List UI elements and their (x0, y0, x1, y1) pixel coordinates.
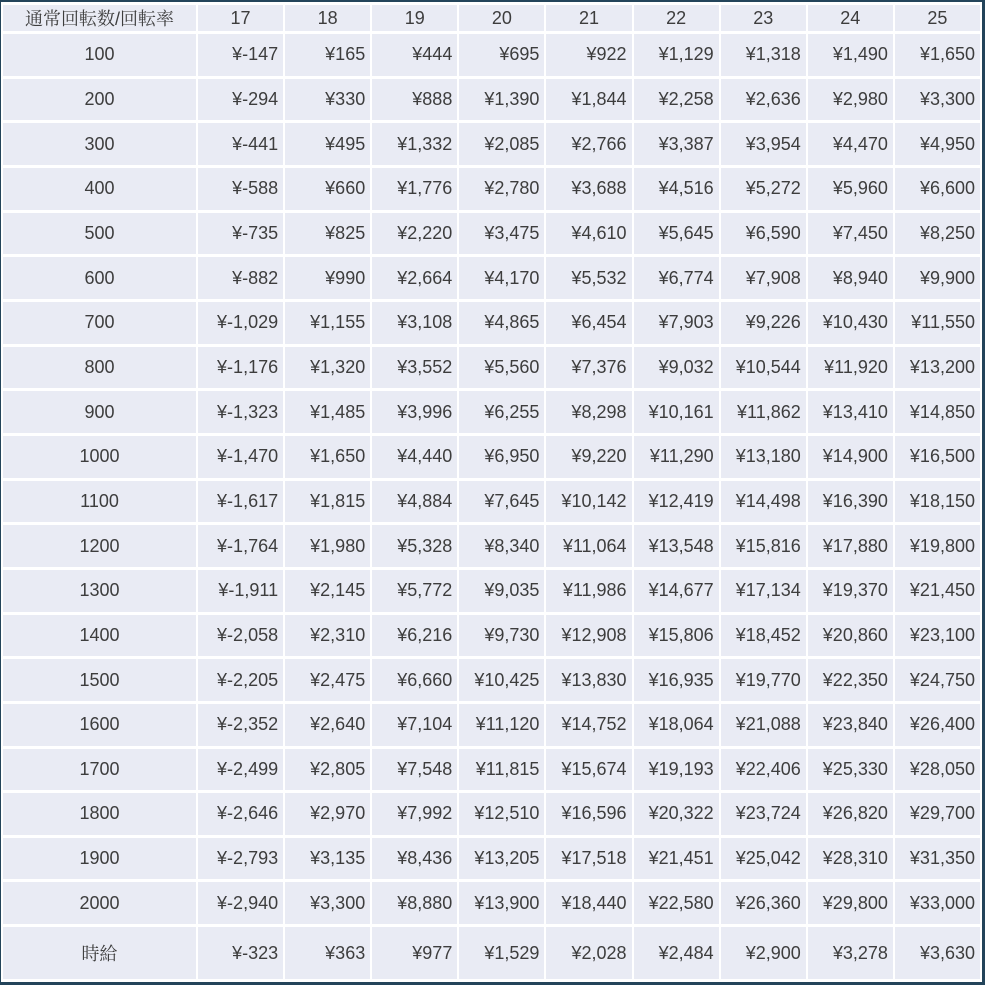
table-cell: ¥2,664 (372, 257, 457, 299)
table-cell: ¥6,950 (459, 436, 544, 478)
table-cell: ¥2,766 (546, 123, 631, 165)
table-cell: ¥23,840 (808, 704, 893, 746)
table-cell: ¥26,820 (808, 793, 893, 835)
table-cell: ¥6,600 (895, 168, 980, 210)
table-cell: ¥13,548 (634, 525, 719, 567)
table-cell: ¥1,650 (285, 436, 370, 478)
table-cell: ¥5,645 (634, 213, 719, 255)
table-cell: ¥15,674 (546, 749, 631, 791)
table-cell: ¥-882 (198, 257, 283, 299)
table-row (3, 481, 980, 523)
table-row (3, 123, 980, 165)
table-cell: ¥4,470 (808, 123, 893, 165)
table-cell: ¥8,880 (372, 882, 457, 924)
row-label: 300 (3, 123, 196, 165)
table-cell: ¥-2,352 (198, 704, 283, 746)
row-label: 2000 (3, 882, 196, 924)
row-label: 800 (3, 347, 196, 389)
table-cell: ¥11,120 (459, 704, 544, 746)
table-cell: ¥22,580 (634, 882, 719, 924)
row-label: 1700 (3, 749, 196, 791)
table-cell: ¥-2,499 (198, 749, 283, 791)
table-cell: ¥29,800 (808, 882, 893, 924)
table-cell: ¥-441 (198, 123, 283, 165)
table-row (3, 79, 980, 121)
column-header: 18 (285, 5, 370, 31)
table-cell: ¥330 (285, 79, 370, 121)
table-row (3, 615, 980, 657)
column-header: 21 (546, 5, 631, 31)
table-cell: ¥8,340 (459, 525, 544, 567)
table-cell: ¥-2,793 (198, 838, 283, 880)
table-cell: ¥3,552 (372, 347, 457, 389)
table-cell: ¥18,150 (895, 481, 980, 523)
table-cell: ¥2,085 (459, 123, 544, 165)
table-row (3, 659, 980, 701)
table-cell: ¥2,258 (634, 79, 719, 121)
table-cell: ¥7,548 (372, 749, 457, 791)
table-cell: ¥18,452 (721, 615, 806, 657)
table-cell: ¥10,544 (721, 347, 806, 389)
table-cell: ¥7,376 (546, 347, 631, 389)
table-cell: ¥2,475 (285, 659, 370, 701)
column-header: 22 (634, 5, 719, 31)
table-cell: ¥3,475 (459, 213, 544, 255)
table-cell: ¥10,161 (634, 391, 719, 433)
table-cell: ¥977 (372, 927, 457, 979)
table-cell: ¥-2,058 (198, 615, 283, 657)
table-cell: ¥-2,646 (198, 793, 283, 835)
table-cell: ¥11,920 (808, 347, 893, 389)
table-cell: ¥16,935 (634, 659, 719, 701)
row-label: 1000 (3, 436, 196, 478)
table-cell: ¥17,134 (721, 570, 806, 612)
table-header (3, 5, 980, 31)
table-cell: ¥1,529 (459, 927, 544, 979)
table-cell: ¥21,451 (634, 838, 719, 880)
table-cell: ¥14,498 (721, 481, 806, 523)
table-cell: ¥-1,029 (198, 302, 283, 344)
column-header: 25 (895, 5, 980, 31)
table-cell: ¥2,484 (634, 927, 719, 979)
table-cell: ¥23,100 (895, 615, 980, 657)
table-cell: ¥28,050 (895, 749, 980, 791)
row-label: 900 (3, 391, 196, 433)
row-label: 1800 (3, 793, 196, 835)
table-cell: ¥-1,764 (198, 525, 283, 567)
table-cell: ¥10,425 (459, 659, 544, 701)
table-cell: ¥660 (285, 168, 370, 210)
table-cell: ¥1,390 (459, 79, 544, 121)
column-header: 23 (721, 5, 806, 31)
row-label: 時給 (3, 927, 196, 979)
table-cell: ¥19,193 (634, 749, 719, 791)
table-cell: ¥9,226 (721, 302, 806, 344)
table-cell: ¥8,436 (372, 838, 457, 880)
table-row (3, 213, 980, 255)
table-cell: ¥-1,470 (198, 436, 283, 478)
table-cell: ¥-2,940 (198, 882, 283, 924)
table-cell: ¥6,660 (372, 659, 457, 701)
table-row (3, 793, 980, 835)
table-cell: ¥9,035 (459, 570, 544, 612)
table-cell: ¥14,850 (895, 391, 980, 433)
table-cell: ¥33,000 (895, 882, 980, 924)
table-cell: ¥4,884 (372, 481, 457, 523)
table-cell: ¥1,844 (546, 79, 631, 121)
table-cell: ¥-1,323 (198, 391, 283, 433)
table-cell: ¥-294 (198, 79, 283, 121)
table-cell: ¥17,518 (546, 838, 631, 880)
table-cell: ¥25,330 (808, 749, 893, 791)
table-row (3, 570, 980, 612)
table-row (3, 704, 980, 746)
table-cell: ¥11,064 (546, 525, 631, 567)
table-cell: ¥-735 (198, 213, 283, 255)
table-cell: ¥14,677 (634, 570, 719, 612)
column-header: 24 (808, 5, 893, 31)
table-cell: ¥1,650 (895, 34, 980, 76)
table-row (3, 168, 980, 210)
table-cell: ¥13,830 (546, 659, 631, 701)
table-cell: ¥2,970 (285, 793, 370, 835)
table-cell: ¥4,440 (372, 436, 457, 478)
table-cell: ¥2,640 (285, 704, 370, 746)
table-cell: ¥26,360 (721, 882, 806, 924)
table-cell: ¥28,310 (808, 838, 893, 880)
row-label: 1100 (3, 481, 196, 523)
table-cell: ¥21,450 (895, 570, 980, 612)
table-cell: ¥9,032 (634, 347, 719, 389)
row-label: 1300 (3, 570, 196, 612)
row-label: 1400 (3, 615, 196, 657)
table-cell: ¥11,815 (459, 749, 544, 791)
table-cell: ¥7,645 (459, 481, 544, 523)
table-cell: ¥24,750 (895, 659, 980, 701)
row-label: 600 (3, 257, 196, 299)
table-cell: ¥2,900 (721, 927, 806, 979)
table-row (3, 838, 980, 880)
table-row (3, 882, 980, 924)
table-cell: ¥19,770 (721, 659, 806, 701)
table-cell: ¥6,774 (634, 257, 719, 299)
table-cell: ¥11,986 (546, 570, 631, 612)
table-cell: ¥495 (285, 123, 370, 165)
table-cell: ¥922 (546, 34, 631, 76)
table-cell: ¥2,780 (459, 168, 544, 210)
table-cell: ¥1,129 (634, 34, 719, 76)
table-row (3, 347, 980, 389)
table-cell: ¥25,042 (721, 838, 806, 880)
row-label: 1500 (3, 659, 196, 701)
table-cell: ¥7,908 (721, 257, 806, 299)
table-row (3, 749, 980, 791)
table-cell: ¥9,730 (459, 615, 544, 657)
table-body (3, 34, 980, 979)
table-cell: ¥2,310 (285, 615, 370, 657)
table-cell: ¥8,940 (808, 257, 893, 299)
table-cell: ¥22,350 (808, 659, 893, 701)
table-cell: ¥-147 (198, 34, 283, 76)
table-cell: ¥16,500 (895, 436, 980, 478)
row-label: 1200 (3, 525, 196, 567)
table-row (3, 34, 980, 76)
table-cell: ¥6,454 (546, 302, 631, 344)
column-header: 17 (198, 5, 283, 31)
row-label: 200 (3, 79, 196, 121)
table-cell: ¥4,170 (459, 257, 544, 299)
table-cell: ¥1,332 (372, 123, 457, 165)
table-cell: ¥-1,911 (198, 570, 283, 612)
table-cell: ¥2,636 (721, 79, 806, 121)
row-label: 1900 (3, 838, 196, 880)
table-cell: ¥17,880 (808, 525, 893, 567)
table-cell: ¥2,220 (372, 213, 457, 255)
table-cell: ¥3,630 (895, 927, 980, 979)
table-cell: ¥9,900 (895, 257, 980, 299)
table-cell: ¥1,815 (285, 481, 370, 523)
table-cell: ¥13,205 (459, 838, 544, 880)
table-cell: ¥7,450 (808, 213, 893, 255)
table-cell: ¥12,419 (634, 481, 719, 523)
table-cell: ¥990 (285, 257, 370, 299)
table-cell: ¥16,596 (546, 793, 631, 835)
table-cell: ¥18,440 (546, 882, 631, 924)
table-cell: ¥7,104 (372, 704, 457, 746)
table-cell: ¥3,108 (372, 302, 457, 344)
table-row (3, 525, 980, 567)
table-cell: ¥19,370 (808, 570, 893, 612)
table-cell: ¥3,278 (808, 927, 893, 979)
table-cell: ¥7,903 (634, 302, 719, 344)
table-cell: ¥5,772 (372, 570, 457, 612)
table-cell: ¥-2,205 (198, 659, 283, 701)
table-cell: ¥18,064 (634, 704, 719, 746)
table-cell: ¥3,135 (285, 838, 370, 880)
table-cell: ¥-1,176 (198, 347, 283, 389)
table-cell: ¥11,862 (721, 391, 806, 433)
table-cell: ¥6,216 (372, 615, 457, 657)
corner-header: 通常回転数/回転率 (3, 5, 196, 31)
table-cell: ¥-588 (198, 168, 283, 210)
table-cell: ¥6,255 (459, 391, 544, 433)
table-cell: ¥1,776 (372, 168, 457, 210)
table-cell: ¥13,410 (808, 391, 893, 433)
table-cell: ¥3,688 (546, 168, 631, 210)
table-cell: ¥444 (372, 34, 457, 76)
table-cell: ¥165 (285, 34, 370, 76)
row-label: 700 (3, 302, 196, 344)
table-cell: ¥5,560 (459, 347, 544, 389)
table-cell: ¥11,550 (895, 302, 980, 344)
table-cell: ¥4,516 (634, 168, 719, 210)
table-cell: ¥12,908 (546, 615, 631, 657)
table-cell: ¥31,350 (895, 838, 980, 880)
table-cell: ¥16,390 (808, 481, 893, 523)
column-header: 20 (459, 5, 544, 31)
table-cell: ¥363 (285, 927, 370, 979)
table-cell: ¥10,430 (808, 302, 893, 344)
table-cell: ¥1,155 (285, 302, 370, 344)
table-cell: ¥2,980 (808, 79, 893, 121)
table-cell: ¥3,300 (895, 79, 980, 121)
table-cell: ¥5,328 (372, 525, 457, 567)
table-cell: ¥15,806 (634, 615, 719, 657)
table-cell: ¥23,724 (721, 793, 806, 835)
table-cell: ¥8,250 (895, 213, 980, 255)
table-cell: ¥8,298 (546, 391, 631, 433)
table-cell: ¥5,532 (546, 257, 631, 299)
table-cell: ¥29,700 (895, 793, 980, 835)
table-cell: ¥1,318 (721, 34, 806, 76)
table-cell: ¥1,490 (808, 34, 893, 76)
table-cell: ¥2,805 (285, 749, 370, 791)
table-cell: ¥9,220 (546, 436, 631, 478)
table-cell: ¥3,954 (721, 123, 806, 165)
table-row (3, 436, 980, 478)
table-cell: ¥-1,617 (198, 481, 283, 523)
table-row (3, 391, 980, 433)
table-cell: ¥6,590 (721, 213, 806, 255)
table-cell: ¥13,200 (895, 347, 980, 389)
table-cell: ¥695 (459, 34, 544, 76)
table-cell: ¥15,816 (721, 525, 806, 567)
column-header: 19 (372, 5, 457, 31)
table-cell: ¥3,996 (372, 391, 457, 433)
table-cell: ¥-323 (198, 927, 283, 979)
header-row (3, 5, 980, 31)
table-cell: ¥20,322 (634, 793, 719, 835)
table-cell: ¥14,752 (546, 704, 631, 746)
table-cell: ¥3,300 (285, 882, 370, 924)
table-cell: ¥19,800 (895, 525, 980, 567)
table-cell: ¥4,610 (546, 213, 631, 255)
table-cell: ¥13,900 (459, 882, 544, 924)
row-label: 1600 (3, 704, 196, 746)
table-cell: ¥825 (285, 213, 370, 255)
table-cell: ¥21,088 (721, 704, 806, 746)
table-row (3, 257, 980, 299)
table-cell: ¥26,400 (895, 704, 980, 746)
table-cell: ¥3,387 (634, 123, 719, 165)
table-cell: ¥14,900 (808, 436, 893, 478)
table-cell: ¥10,142 (546, 481, 631, 523)
table-cell: ¥11,290 (634, 436, 719, 478)
table-cell: ¥22,406 (721, 749, 806, 791)
table-cell: ¥5,272 (721, 168, 806, 210)
table-cell: ¥7,992 (372, 793, 457, 835)
table-cell: ¥4,865 (459, 302, 544, 344)
table-row (3, 927, 980, 979)
row-label: 400 (3, 168, 196, 210)
table-cell: ¥2,145 (285, 570, 370, 612)
table-cell: ¥13,180 (721, 436, 806, 478)
table-cell: ¥12,510 (459, 793, 544, 835)
row-label: 500 (3, 213, 196, 255)
table-row (3, 302, 980, 344)
table-cell: ¥1,485 (285, 391, 370, 433)
table-cell: ¥4,950 (895, 123, 980, 165)
row-label: 100 (3, 34, 196, 76)
table-cell: ¥1,320 (285, 347, 370, 389)
table-cell: ¥20,860 (808, 615, 893, 657)
table-cell: ¥888 (372, 79, 457, 121)
table-cell: ¥2,028 (546, 927, 631, 979)
table-cell: ¥1,980 (285, 525, 370, 567)
payout-table (1, 2, 982, 982)
table-cell: ¥5,960 (808, 168, 893, 210)
